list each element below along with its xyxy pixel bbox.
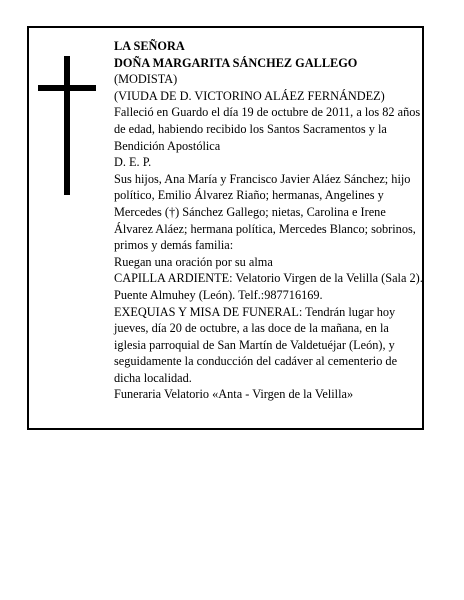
notice-body xyxy=(114,38,424,403)
funeral-home: Funeraria Velatorio «Anta - Virgen de la Velilla» xyxy=(114,387,354,402)
rip-text: D. E. P. xyxy=(114,155,152,170)
family-list: Sus hijos, Ana María y Francisco Javier Aláez Sánchez; hijo político, Emilio Álvarez Riaño; hermanas, Angelines y Mercedes (†) Sánchez Gallego; nietas, Carolina e Irene Álvarez Aláez; hermana política, Mercedes Blanco; sobrinos, primos y demás familia: xyxy=(114,171,416,253)
deceased-name: DOÑA MARGARITA SÁNCHEZ GALLEGO xyxy=(114,55,358,70)
widow-of: (VIUDA DE D. VICTORINO ALÁEZ FERNÁNDEZ) xyxy=(114,88,385,103)
cross-horizontal-bar xyxy=(38,85,96,91)
cross-vertical-bar xyxy=(64,56,70,195)
wake-info: CAPILLA ARDIENTE: Velatorio Virgen de la Velilla (Sala 2). Puente Almuhey (León). Telf.:987716169. xyxy=(114,271,423,302)
deceased-occupation: (MODISTA) xyxy=(114,72,178,87)
death-info: Falleció en Guardo el día 19 de octubre de 2011, a los 82 años de edad, habiendo recibido los Santos Sacramentos y la Bendición Apostólica xyxy=(114,105,421,153)
funeral-info: EXEQUIAS Y MISA DE FUNERAL: Tendrán lugar hoy jueves, día 20 de octubre, a las doce de la mañana, en la iglesia parroquial de San Martín de Valdetuéjar (León), y seguidamente la conducción del cadáver al cementerio de dicha localidad. xyxy=(114,304,398,385)
notice-title: LA SEÑORA xyxy=(114,39,185,53)
prayer-request: Ruegan una oración por su alma xyxy=(114,254,273,269)
